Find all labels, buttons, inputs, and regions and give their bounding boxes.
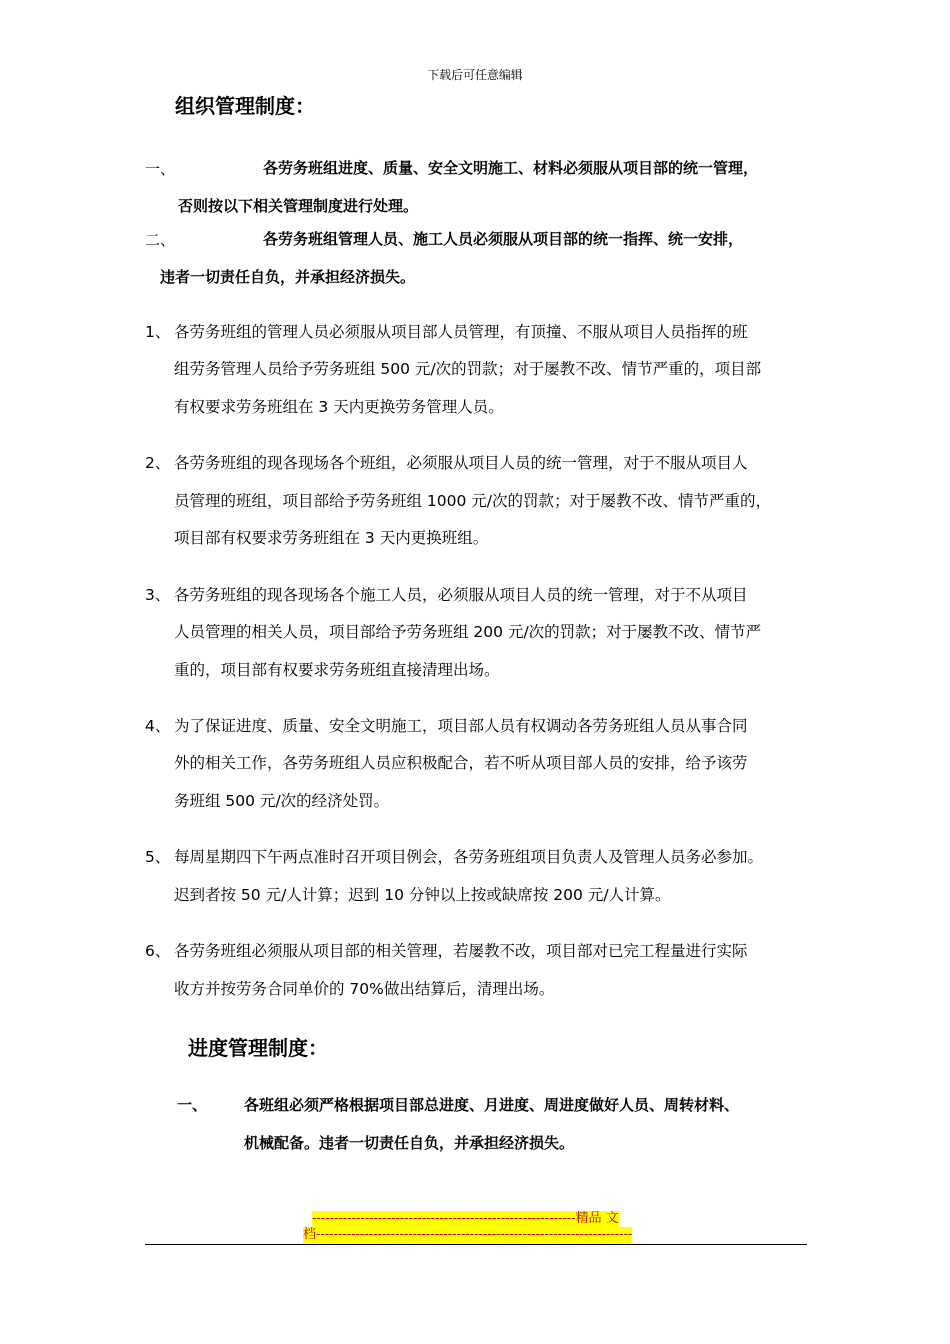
item-line: 为了保证进度、质量、安全文明施工，项目部人员有权调动各劳务班组人员从事合同 [174, 717, 748, 735]
item-line: 有权要求劳务班组在 3 天内更换劳务管理人员。 [174, 398, 504, 416]
item-line: 每周星期四下午两点准时召开项目例会，各劳务班组项目负责人及管理人员务必参加。 [174, 848, 764, 866]
section-title-progress: 进度管理制度： [188, 1036, 328, 1060]
item-marker: 4、 [145, 717, 171, 735]
footer-watermark-line-1: ------------------------------------------------------------精品 文 [312, 1211, 619, 1226]
rule-line: 各劳务班组进度、质量、安全文明施工、材料必须服从项目部的统一管理， [263, 159, 759, 177]
item-line: 人员管理的相关人员，项目部给予劳务班组 200 元/次的罚款；对于屡教不改、情节严 [174, 623, 762, 641]
rule-marker: 一、 [145, 160, 176, 178]
footer-watermark-line-2: 档------------------------------------------------------------------------ [303, 1227, 633, 1242]
item-line: 各劳务班组的管理人员必须服从项目部人员管理，有顶撞、不服从项目人员指挥的班 [174, 323, 748, 341]
item-line: 组劳务管理人员给予劳务班组 500 元/次的罚款；对于屡教不改、情节严重的，项目部 [174, 360, 762, 378]
item-line: 项目部有权要求劳务班组在 3 天内更换班组。 [174, 529, 489, 547]
header-note: 下载后可任意编辑 [427, 68, 523, 82]
rule-line: 各劳务班组管理人员、施工人员必须服从项目部的统一指挥、统一安排， [263, 230, 744, 248]
item-line: 迟到者按 50 元/人计算；迟到 10 分钟以上按或缺席按 200 元/人计算。 [174, 886, 671, 904]
item-marker: 2、 [145, 454, 171, 472]
item-marker: 3、 [145, 586, 171, 604]
item-marker: 5、 [145, 848, 171, 866]
item-marker: 6、 [145, 942, 171, 960]
rule-marker: 一、 [177, 1096, 208, 1114]
item-line: 各劳务班组的现各现场各个施工人员，必须服从项目人员的统一管理，对于不从项目 [174, 586, 748, 604]
rule-line: 各班组必须严格根据项目部总进度、月进度、周进度做好人员、周转材料、 [244, 1096, 740, 1114]
item-line: 收方并按劳务合同单价的 70%做出结算后，清理出场。 [174, 980, 555, 998]
item-line: 各劳务班组必须服从项目部的相关管理，若屡教不改，项目部对已完工程量进行实际 [174, 942, 748, 960]
item-line: 员管理的班组，项目部给予劳务班组 1000 元/次的罚款；对于屡教不改、情节严重的， [174, 492, 772, 510]
footer-divider [145, 1244, 807, 1245]
item-line: 务班组 500 元/次的经济处罚。 [174, 792, 390, 810]
rule-line: 机械配备。违者一切责任自负，并承担经济损失。 [244, 1134, 575, 1152]
item-line: 各劳务班组的现各现场各个班组，必须服从项目人员的统一管理，对于不服从项目人 [174, 454, 748, 472]
item-marker: 1、 [145, 323, 171, 341]
rule-line: 违者一切责任自负，并承担经济损失。 [160, 268, 416, 286]
rule-line: 否则按以下相关管理制度进行处理。 [178, 197, 419, 215]
section-title-organization: 组织管理制度： [175, 94, 315, 118]
rule-marker: 二、 [145, 231, 176, 249]
item-line: 重的，项目部有权要求劳务班组直接清理出场。 [174, 661, 500, 679]
item-line: 外的相关工作，各劳务班组人员应积极配合，若不听从项目部人员的安排，给予该劳 [174, 754, 748, 772]
